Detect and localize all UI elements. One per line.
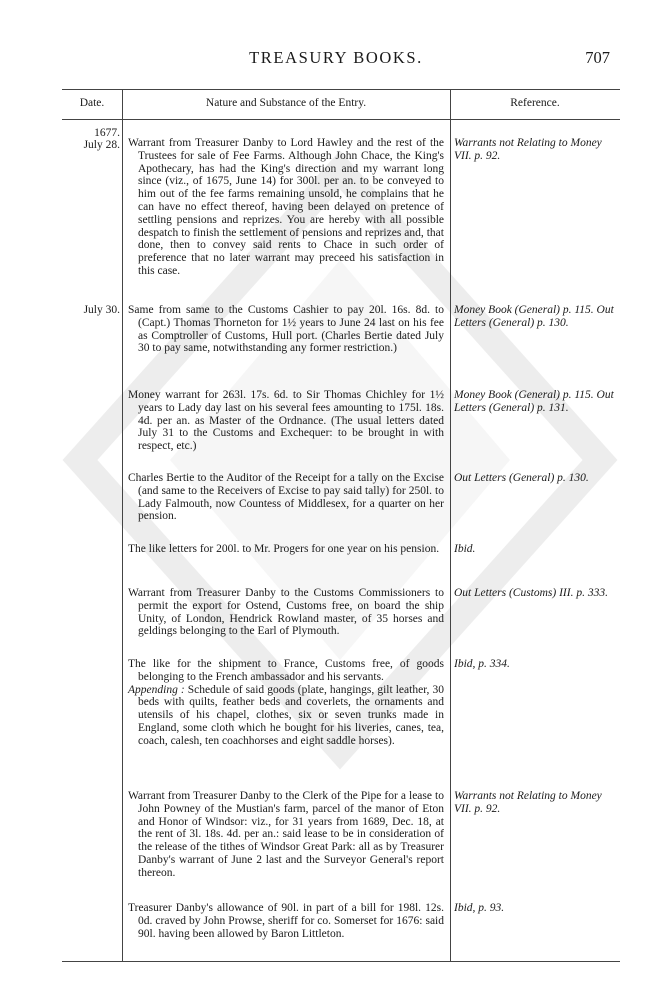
entry-reference: Money Book (General) p. 115. Out Letters (General) p. 130. [454, 304, 614, 329]
entry-reference: Warrants not Relating to Money VII. p. 92. [454, 137, 602, 162]
column-rule [450, 90, 451, 961]
entry-text: Treasurer Danby's allowance of 90l. in part of a bill for 198l. 12s. 0d. craved by John Prowse, sheriff for co. Somerset for 1676: said 90l. having been allowed by Baron Littleton. [128, 902, 444, 940]
entry-text: Money warrant for 263l. 17s. 6d. to Sir Thomas Chichley for 1½ years to Lady day last on his several fees amounting to 175l. 18s. 4d. per an. as Master of the Ordnance. (The usual letters dated July 31 to the Customs and Exchequer: to be brought in with respect, etc.) [128, 389, 444, 453]
entry-reference: Out Letters (General) p. 130. [454, 472, 589, 484]
entry-text: The like for the shipment to France, Customs free, of goods belonging to the French ambassador and his servants. Appending : Schedule of said goods (plate, hangings, gilt leather, 30 beds with quilts, feather beds and coverlets, the ornaments and utensils of his chapel, clothes, six or seven trunks made in England, some cloth which he bought for his liveries, canes, tea, coach, calesh, ten coachhorses and eight saddle horses). [128, 658, 444, 747]
entry-reference: Ibid, p. 93. [454, 902, 505, 914]
appending-text: Schedule of said goods (plate, hangings, gilt leather, 30 beds with quilts, feather beds and coverlets, the ornaments and utensils of his chapel, clothes, six or seven trunks made in England, some cloth which he bought for his liveries, canes, tea, coach, calesh, ten coachhorses and eight saddle horses). [138, 683, 444, 747]
entries-table [62, 89, 620, 962]
entry-date: July 28. [83, 139, 120, 151]
column-rule [122, 90, 123, 961]
page-number: 707 [585, 48, 610, 67]
entry-reference: Warrants not Relating to Money VII. p. 92. [454, 790, 602, 815]
entry-reference: Ibid, p. 334. [454, 658, 510, 670]
entry-reference: Ibid. [454, 543, 476, 555]
appending-label: Appending : [128, 683, 185, 696]
entry-reference: Money Book (General) p. 115. Out Letters (General) p. 131. [454, 389, 614, 414]
entry-text: The like letters for 200l. to Mr. Progers for one year on his pension. [128, 543, 440, 555]
header-rule [62, 119, 620, 120]
entry-text: Warrant from Treasurer Danby to the Clerk of the Pipe for a lease to John Powney of the Mustian's farm, parcel of the manor of Eton and Honor of Windsor: viz., for 31 years from 1689, Dec. 18, at the rent of 3l. 18s. 4d. per an.: said lease to be in consideration of the release of the tithes of Windsor Great Park: all as by Treasurer Danby's warrant of June 2 last and the Surveyor General's report thereon. [128, 790, 444, 879]
entry-reference: Out Letters (Customs) III. p. 333. [454, 587, 608, 599]
column-header-reference: Reference. [510, 97, 560, 109]
entry-text: Same from same to the Customs Cashier to pay 20l. 16s. 8d. to (Capt.) Thomas Thorneton for 1½ years to June 24 last on his fee as Comptroller of Customs, Hull port. (Charles Bertie dated July 30 to pay same, notwithstanding any former restriction.) [128, 304, 444, 355]
column-header-date: Date. [79, 97, 105, 109]
entry-text: Warrant from Treasurer Danby to the Customs Commissioners to permit the export for Ostend, Customs free, on board the ship Unity, of London, Hendrick Rowland master, of 35 horses and geldings belonging to the Earl of Plymouth. [128, 587, 444, 638]
entry-text: Charles Bertie to the Auditor of the Receipt for a tally on the Excise (and same to the Receivers of Excise to pay said tally) for 250l. to Lady Falmouth, now Countess of Middlesex, for a quarter on her pension. [128, 472, 444, 523]
running-header [62, 48, 610, 74]
entry-date: July 30. [83, 304, 120, 316]
running-title: TREASURY BOOKS. [249, 48, 423, 67]
entry-year: 1677. [94, 127, 120, 139]
entry-text: Warrant from Treasurer Danby to Lord Hawley and the rest of the Trustees for sale of Fee Farms. Although John Chace, the King's Apothecary, has had the King's direction and my warrant long since (viz., of 1675, June 14) for 300l. per an. to be conveyed to him out of the fee farms remaining unsold, he complains that he can have no effect thereof, having been delayed on pretence of settling pensions and reprizes. You are hereby with all possible despatch to finish the settlement of pensions and reprizes and, that done, then to convey said rents to Chace in such order of preference that no later warrant may preceed his satisfaction in this case. [128, 137, 444, 277]
column-header-nature: Nature and Substance of the Entry. [205, 97, 367, 109]
